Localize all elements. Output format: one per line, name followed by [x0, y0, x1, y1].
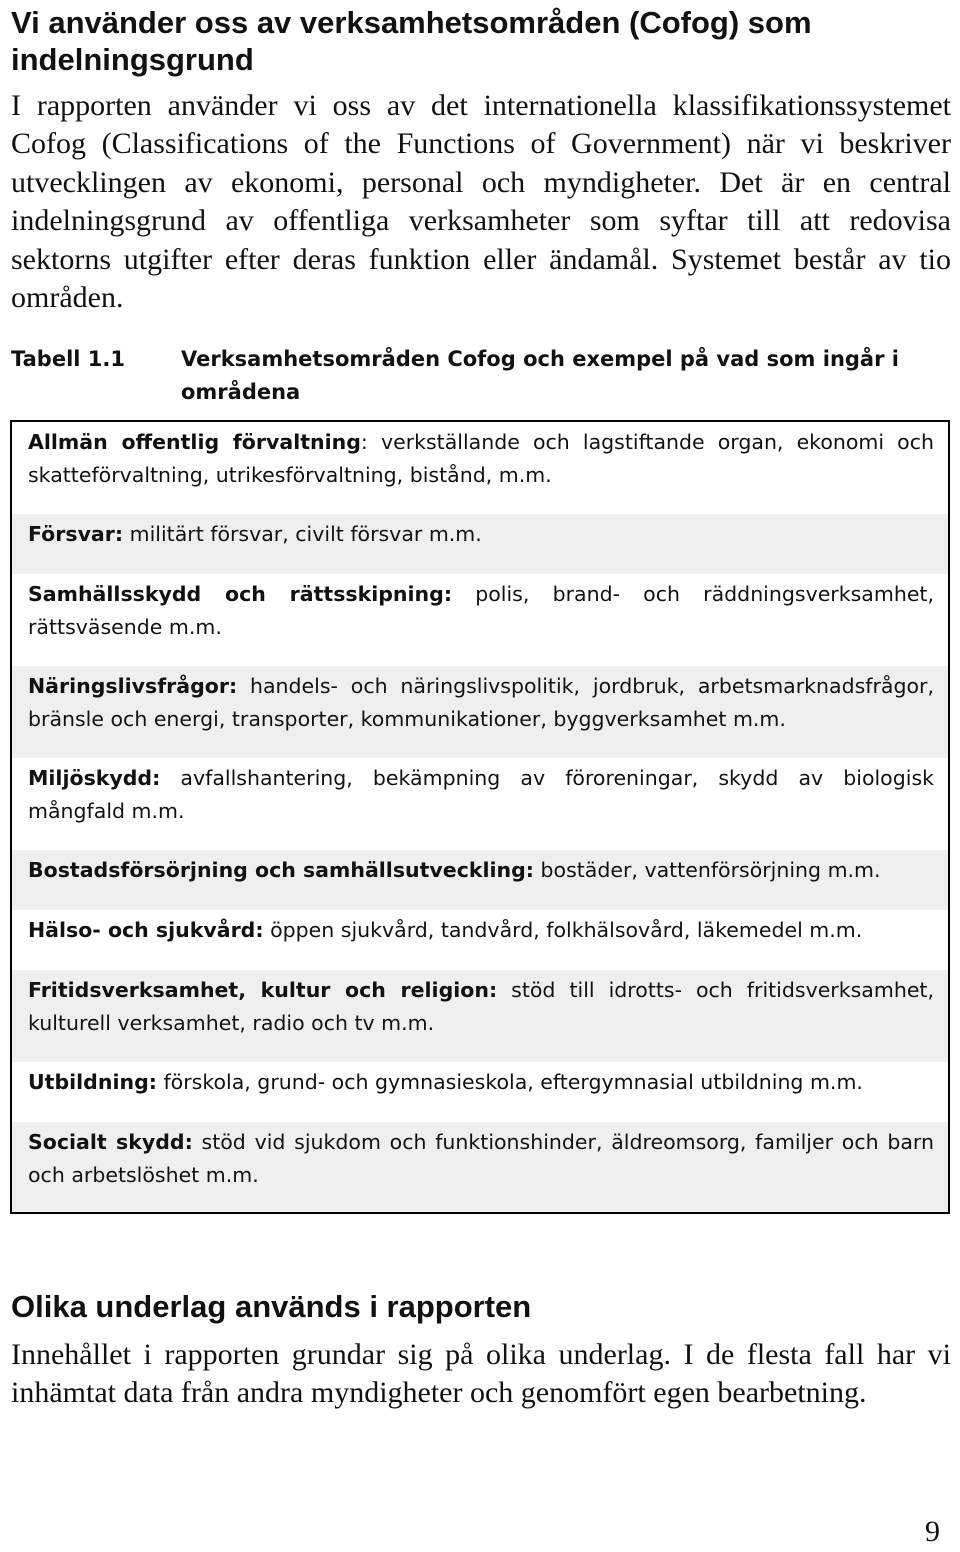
- row-description: handels- och näringslivspolitik, jordbruk, arbetsmarknadsfrågor, bränsle och energi, transporter, kommunikationer, byggverksamhet m.m.: [28, 674, 934, 731]
- table-row: [12, 666, 948, 758]
- underlag-paragraph: Innehållet i rapporten grundar sig på olika underlag. I de flesta fall har vi inhämtat data från andra myndigheter och genomfört egen bearbetning.: [11, 1338, 951, 1409]
- row-term: Samhällsskydd och rättsskipning:: [28, 582, 453, 606]
- table-caption-text: Verksamhetsområden Cofog och exempel på vad som ingår i områdena: [181, 347, 899, 404]
- row-term: Allmän offentlig förvaltning: [28, 430, 361, 454]
- cofog-table: [10, 420, 950, 1214]
- section-heading-underlag: Olika underlag används i rapporten: [11, 1289, 532, 1324]
- row-description: polis, brand- och räddningsverksamhet, rättsväsende m.m.: [28, 582, 934, 639]
- table-row: [12, 910, 948, 970]
- row-description: avfallshantering, bekämpning av föroreningar, skydd av biologisk mångfald m.m.: [28, 766, 934, 823]
- page-number: 9: [925, 1515, 940, 1548]
- row-description: bostäder, vattenförsörjning m.m.: [540, 858, 881, 882]
- row-term: Bostadsförsörjning och samhällsutveckling:: [28, 858, 534, 882]
- row-term-separator: :: [360, 430, 381, 454]
- row-term-separator: [193, 1130, 202, 1154]
- row-term: Socialt skydd:: [28, 1130, 193, 1154]
- table-row: [12, 970, 948, 1062]
- table-row: [12, 758, 948, 850]
- row-description: öppen sjukvård, tandvård, folkhälsovård, läkemedel m.m.: [270, 918, 863, 942]
- section-heading-cofog: Vi använder oss av verksamhetsområden (Cofog) som indelningsgrund: [11, 5, 812, 77]
- table-row: [12, 1062, 948, 1122]
- row-term: Fritidsverksamhet, kultur och religion:: [28, 978, 498, 1002]
- row-term: Näringslivsfrågor:: [28, 674, 238, 698]
- row-description: stöd till idrotts- och fritidsverksamhet, kulturell verksamhet, radio och tv m.m.: [28, 978, 934, 1035]
- row-term: Utbildning:: [28, 1070, 157, 1094]
- row-term-separator: [497, 978, 511, 1002]
- row-term-separator: [237, 674, 250, 698]
- table-row: [12, 1122, 948, 1212]
- row-term: Försvar:: [28, 522, 124, 546]
- row-description: stöd vid sjukdom och funktionshinder, äldreomsorg, familjer och barn och arbetslöshet m.m.: [28, 1130, 934, 1187]
- row-term-separator: [160, 766, 180, 790]
- table-row: [12, 850, 948, 910]
- row-description: militärt försvar, civilt försvar m.m.: [129, 522, 482, 546]
- row-description: verkställande och lagstiftande organ, ekonomi och skatteförvaltning, utrikesförvaltning, bistånd, m.m.: [28, 430, 934, 487]
- table-caption-label: Tabell 1.1: [11, 347, 125, 371]
- table-row: [12, 514, 948, 574]
- row-term: Hälso- och sjukvård:: [28, 918, 264, 942]
- row-term: Miljöskydd:: [28, 766, 161, 790]
- table-row: [12, 422, 948, 514]
- table-row: [12, 574, 948, 666]
- cofog-intro-paragraph: I rapporten använder vi oss av det internationella klassifikationssystemet Cofog (Classifications of the Functions of Government) när vi beskriver utvecklingen av ekonomi, personal och myndigheter. Det är en central indelningsgrund av offentliga verksamheter som syftar till att redovisa sektorns utgifter efter deras funktion eller ändamål. Systemet består av tio områden.: [11, 89, 951, 315]
- row-description: förskola, grund- och gymnasieskola, eftergymnasial utbildning m.m.: [163, 1070, 863, 1094]
- row-term-separator: [452, 582, 475, 606]
